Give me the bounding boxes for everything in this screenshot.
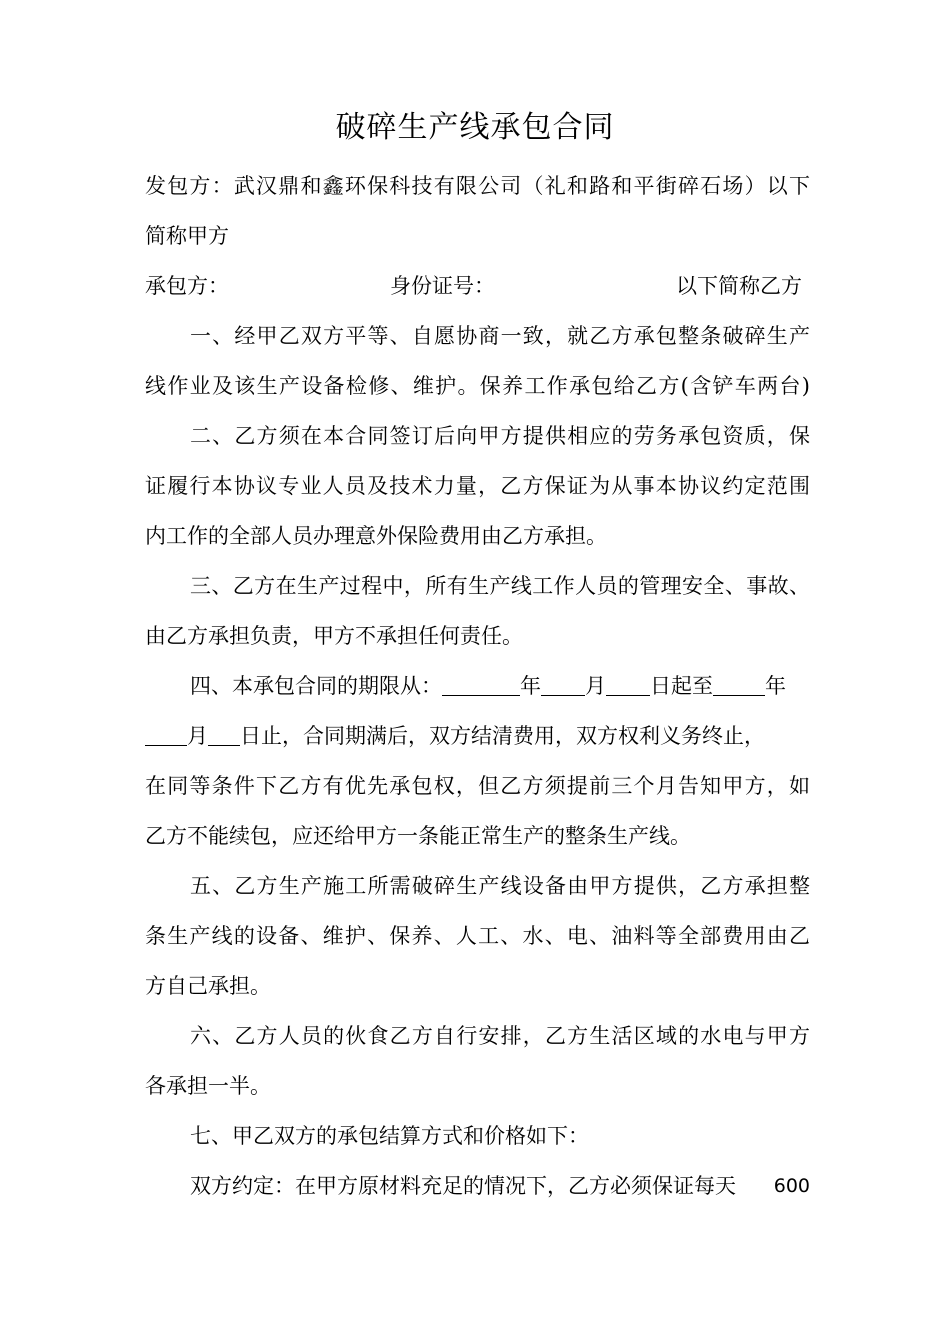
party-a-line-2: 简称甲方: [145, 224, 229, 248]
agreement-line: [190, 1171, 810, 1201]
clause-4-line-3: 在同等条件下乙方有优先承包权，但乙方须提前三个月告知甲方，如: [145, 774, 810, 798]
clause-6-line-1: 六、乙方人员的伙食乙方自行安排，乙方生活区域的水电与甲方: [190, 1024, 810, 1048]
clause-2-line-3: 内工作的全部人员办理意外保险费用由乙方承担。: [145, 524, 607, 548]
clause-5-line-2: 条生产线的设备、维护、保养、人工、水、电、油料等全部费用由乙: [145, 924, 810, 948]
clause-5-line-3: 方自己承担。: [145, 974, 271, 998]
clause-3-line-2: 由乙方承担负责，甲方不承担任何责任。: [145, 624, 523, 648]
agreement-text: 双方约定：在甲方原材料充足的情况下，乙方必须保证每天: [190, 1174, 736, 1198]
party-b-suffix: 以下简称乙方: [676, 274, 802, 298]
end-month-blank[interactable]: [145, 721, 187, 746]
page-title: 破碎生产线承包合同: [335, 110, 615, 145]
clause-1-line-1: 一、经甲乙双方平等、自愿协商一致，就乙方承包整条破碎生产: [190, 324, 810, 348]
end-month-label: 月: [187, 724, 208, 748]
day-start-label: 日起至: [650, 674, 713, 698]
clause-4-line-2-text: 日止，合同期满后，双方结清费用，双方权利义务终止，: [240, 724, 765, 748]
clause-2-line-2: 证履行本协议专业人员及技术力量，乙方保证为从事本协议约定范围: [145, 474, 810, 498]
clause-4-line-2: [145, 721, 810, 751]
end-year-label: 年: [765, 674, 786, 698]
clause-4-line-1: [190, 671, 810, 701]
agreement-number: 600: [773, 1175, 810, 1197]
clause-4-prefix: 四、本承包合同的期限从：: [190, 674, 442, 698]
start-year-blank[interactable]: [442, 671, 520, 696]
clause-4-line-4: 乙方不能续包，应还给甲方一条能正常生产的整条生产线。: [145, 824, 691, 848]
party-a-line-1: 发包方：武汉鼎和鑫环保科技有限公司（礼和路和平街碎石场）以下: [145, 174, 810, 198]
clause-6-line-2: 各承担一半。: [145, 1074, 271, 1098]
month-label: 月: [585, 674, 606, 698]
clause-3-line-1: 三、乙方在生产过程中，所有生产线工作人员的管理安全、事故、: [190, 574, 810, 598]
clause-5-line-1: 五、乙方生产施工所需破碎生产线设备由甲方提供，乙方承担整: [190, 874, 810, 898]
id-number-label: 身份证号：: [390, 274, 495, 298]
clause-2-line-1: 二、乙方须在本合同签订后向甲方提供相应的劳务承包资质，保: [190, 424, 810, 448]
clause-7-line-1: 七、甲乙双方的承包结算方式和价格如下：: [190, 1124, 589, 1148]
end-day-blank[interactable]: [208, 721, 240, 746]
year-label: 年: [520, 674, 541, 698]
end-year-blank[interactable]: [713, 671, 765, 696]
clause-1-line-2: 线作业及该生产设备检修、维护。保养工作承包给乙方(含铲车两台): [145, 374, 810, 398]
start-day-blank[interactable]: [606, 671, 650, 696]
start-month-blank[interactable]: [541, 671, 585, 696]
party-b-label: 承包方：: [145, 274, 229, 298]
